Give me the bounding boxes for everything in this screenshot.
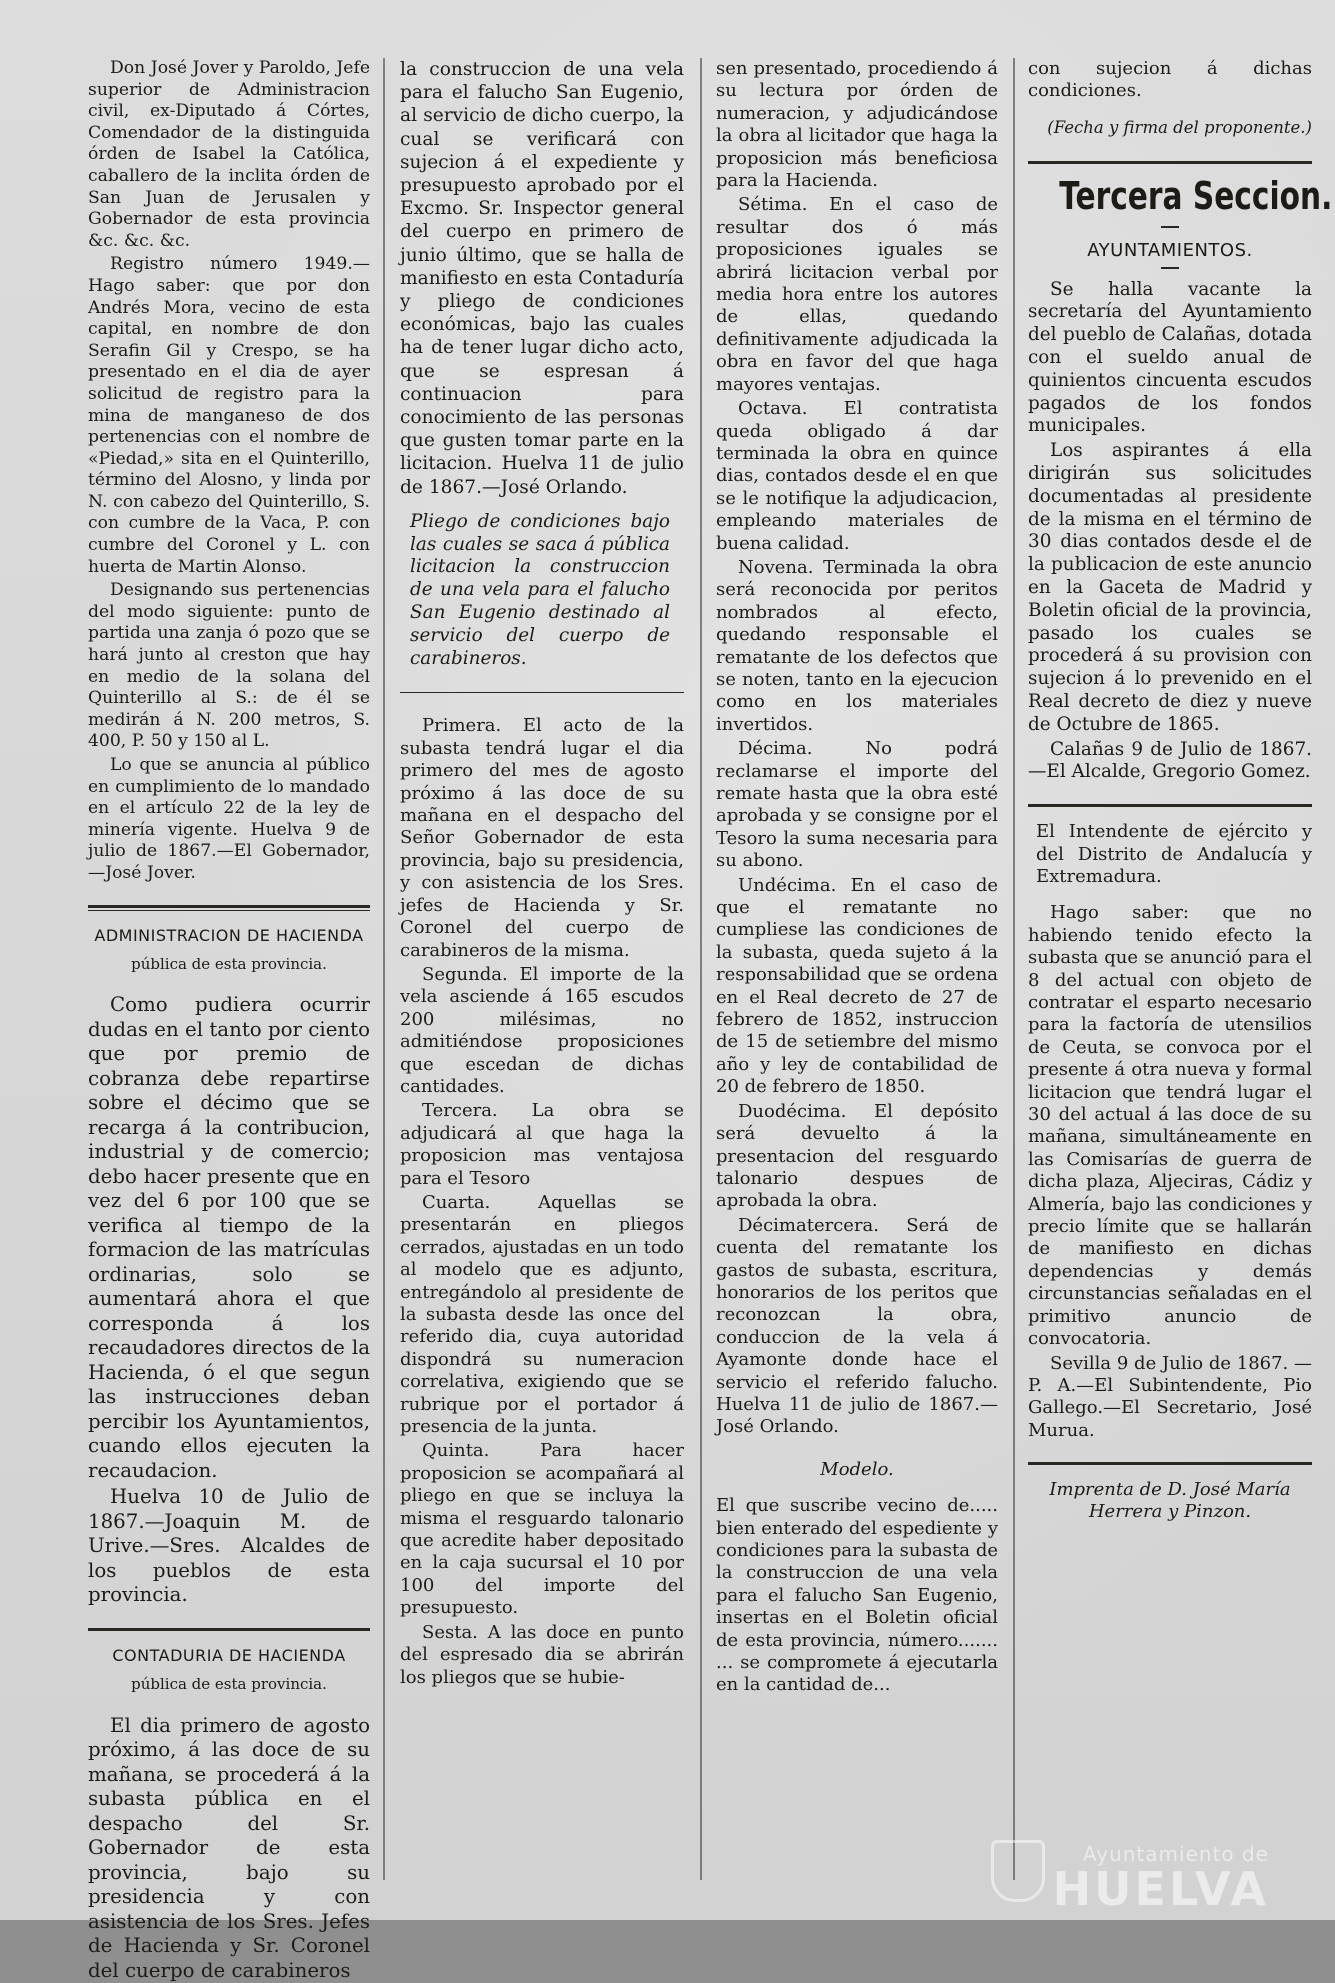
condition-quinta: Quinta. Para hacer proposicion se acompañará al pliego en que se incluya la misma el resguardo talonario que acredite haber depositado en la caja sucursal el 10 por 100 del importe del presupuesto. [400, 1440, 684, 1619]
hacienda-administration-subheading: pública de esta provincia. [131, 954, 327, 973]
column-3 [716, 58, 998, 1860]
applicants-paragraph: Los aspirantes á ella dirigirán sus solicitudes documentadas al presidente de la misma en el término de 30 dias contados desde el de la publicacion de este anuncio en la Gaceta de Madrid y Boletin oficial de la provincia, pasado los cuales se procederá á su provision con sujecion á lo prevenido en el Real decreto de diez y nueve de Octubre de 1865. [1028, 440, 1312, 735]
intendente-heading: El Intendente de ejército y del Distrito de Andalucía y Extremadura. [1036, 821, 1312, 887]
condition-undecima: Undécima. En el caso de que el rematante no cumpliese las condiciones de la subasta, queda sujeto á la responsabilidad que se ordena en el Real decreto de 27 de febrero de 1852, instruccion de 15 de setiembre del mismo año y ley de contabilidad de 20 de febrero de 1850. [716, 874, 998, 1098]
condition-cuarta: Cuarta. Aquellas se presentarán en pliegos cerrados, ajustadas en un todo al modelo que es adjunto, entregándolo al presidente de la subasta desde las once del referido dia, cuya autoridad dispondrá su numeracion correlativa, exigiendo que se rubrique por el portador á presencia de la junta. [400, 1191, 684, 1438]
ayuntamientos-heading: AYUNTAMIENTOS. [1087, 240, 1253, 262]
condition-novena: Novena. Terminada la obra será reconocida por peritos nombrados al efecto, quedando responsable el rematante de los defectos que se noten, tanto en la ejecucion como en los materiales invertidos. [716, 556, 998, 735]
calanas-signature-paragraph: Calañas 9 de Julio de 1867. —El Alcalde, Gregorio Gomez. [1028, 738, 1312, 783]
model-text: El que suscribe vecino de..... bien enterado del espediente y condiciones para la subasta de la construccion de una vela para el falucho San Eugenio, insertas en el Boletin oficial de esta provincia, número....... ... se compromete á ejecutarla en la cantidad de... [716, 1495, 998, 1696]
title-dash [1161, 226, 1179, 228]
condition-setima: Sétima. En el caso de resultar dos ó más proposiciones iguales se abrirá licitacion verbal por media hora entre los autores de ellas, quedando definitivamente adjudicada la obra en favor del que haga mayores ventajas. [716, 194, 998, 395]
condition-octava: Octava. El contratista queda obligado á dar terminada la obra en quince dias, contados desde el en que se le notifique la adjudicacion, empleando materiales de buena calidad. [716, 398, 998, 554]
condition-tercera: Tercera. La obra se adjudicará al que haga la proposicion mas ventajosa para el Tesoro [400, 1100, 684, 1189]
model-text-continued: con sujecion á dichas condiciones. [1028, 58, 1312, 102]
condition-decimatercera: Décimatercera. Será de cuenta del rematante los gastos de subasta, escritura, honorarios de los peritos que reconozcan la obra, conduccion de la vela á Ayamonte donde hace el servicio el referido falucho. Huelva 11 de julio de 1867.—José Orlando. [716, 1214, 998, 1438]
condition-sesta: Sesta. A las doce en punto del espresado dia se abrirán los pliegos que se hubie- [400, 1621, 684, 1688]
mine-announcement-paragraph: Lo que se anuncia al público en cumplimiento de lo mandado en el artículo 22 de la ley de minería vigente. Huelva 9 de julio de 1867.—El Gobernador, —José Jover. [88, 755, 370, 883]
condition-segunda: Segunda. El importe de la vela asciende á 165 escudos 200 milésimas, no admitiéndose proposiciones que escedan de dichas cantidades. [400, 963, 684, 1097]
column-rule-3 [1013, 58, 1015, 1880]
section-divider [1028, 804, 1312, 807]
third-section-title: Tercera Seccion. [1059, 174, 1333, 219]
hacienda-administration-heading: ADMINISTRACION DE HACIENDA [94, 925, 364, 945]
contaduria-subheading: pública de esta provincia. [131, 1675, 327, 1694]
watermark-main-text: HUELVA [1052, 1862, 1269, 1916]
mine-registry-paragraph: Registro número 1949.—Hago saber: que por don Andrés Mora, vecino de esta capital, en nombre de don Serafin Gil y Crespo, se ha presentado en el dia de ayer solicitud de registro para la mina de manganeso de dos pertenencias con el nombre de «Piedad,» sita en el Quinterillo, término del Alosno, y linda por N. con cabezo del Quinterillo, S. con cumbre de la Vaca, P. con cumbre del Coronel y L. con huerta de Martin Alonso. [88, 254, 370, 577]
heading-dash [1161, 267, 1179, 269]
section-divider [1028, 161, 1312, 164]
section-divider [88, 1628, 370, 1631]
conditions-title: Pliego de condiciones bajo las cuales se saca á pública licitacion la construccion de una vela para el falucho San Eugenio destinado al servicio del cuerpo de carabineros. [410, 510, 670, 669]
sevilla-signature-paragraph: Sevilla 9 de Julio de 1867. —P. A.—El Subintendente, Pio Gallego.—El Secretario, José Murua. [1028, 1352, 1312, 1441]
auction-announcement-paragraph: El dia primero de agosto próximo, á las doce de su mañana, se procederá á la subasta pública en el despacho del Sr. Gobernador de esta provincia, bajo su presidencia y con asistencia de los Sres. Jefes de Hacienda y Sr. Coronel del cuerpo de carabineros [88, 1713, 370, 1982]
condition-sesta-continued: sen presentado, procediendo á su lectura por órden de numeracion, y adjudicándose la obra al licitador que haga la proposicion más beneficiosa para la Hacienda. [716, 58, 998, 192]
column-1 [88, 58, 371, 1982]
column-rule-1 [383, 58, 385, 1880]
archive-watermark [1052, 1842, 1269, 1916]
condition-primera: Primera. El acto de la subasta tendrá lugar el dia primero del mes de agosto próximo á las doce de su mañana en el despacho del Señor Gobernador de esta provincia, bajo su presidencia, y con asistencia de los Sres. jefes de Hacienda y Sr. Coronel del cuerpo de carabineros de la misma. [400, 715, 684, 961]
governor-title-paragraph: Don José Jover y Paroldo, Jefe superior de Administracion civil, ex-Diputado á Córtes, Comendador de la distinguida órden de Isabel la Católica, caballero de la inclita órden de San Juan de Jerusalen y Gobernador de esta provincia &c. &c. &c. [88, 58, 370, 251]
column-2 [400, 58, 684, 1860]
model-heading: Modelo. [820, 1458, 894, 1480]
esparto-auction-paragraph: Hago saber: que no habiendo tenido efecto la subasta que se anunció para el 8 del actual con objeto de contratar el esparto necesario para la factoría de utensilios de Ceuta, se convoca por el presente á otra nueva y formal licitacion que tendrá lugar el 30 del actual á las doce de su mañana, simultáneamente en las Comisarías de guerra de dicha plaza, Aljeciras, Cádiz y Almería, bajo las condiciones y precio límite que se hallarán de manifiesto en dichas dependencias y demás circunstancias señaladas en el primitivo anuncio de convocatoria. [1028, 902, 1312, 1350]
section-divider [1028, 1462, 1312, 1465]
printer-imprint: Imprenta de D. José María Herrera y Pinzon. [1049, 1479, 1291, 1523]
contaduria-heading: CONTADURIA DE HACIENDA [112, 1645, 346, 1665]
watermark-top-text: Ayuntamiento de [1082, 1842, 1269, 1866]
section-divider [88, 905, 370, 911]
collection-signature-paragraph: Huelva 10 de Julio de 1867.—Joaquin M. de Urive.—Sres. Alcaldes de los pueblos de esta provincia. [88, 1485, 370, 1607]
huelva-crest-watermark-icon [991, 1840, 1045, 1902]
collection-premium-paragraph: Como pudiera ocurrir dudas en el tanto por ciento que por premio de cobranza debe repartirse sobre el décimo que se recarga á la contribucion, industrial y de comercio; debo hacer presente que en vez del 6 por 100 que se verifica al tiempo de la formacion de las matrículas ordinarias, solo se aumentará ahora el que corresponda á los recaudadores directos de la Hacienda, ó el que segun las instrucciones deban percibir los Ayuntamientos, cuando ellos ejecuten la recaudacion. [88, 993, 371, 1482]
sail-construction-paragraph: la construccion de una vela para el falucho San Eugenio, al servicio de dicho cuerpo, la cual se verificará con sujecion á el expediente y presupuesto aprobado por el Excmo. Sr. Inspector general del cuerpo en primero de junio último, que se halla de manifiesto en esta Contaduría y pliego de condiciones económicas, bajo las cuales ha de tener lugar dicho acto, que se espresan á continuacion para conocimiento de las personas que gusten tomar parte en la licitacion. Huelva 11 de julio de 1867.—José Orlando. [400, 59, 684, 498]
condition-decima: Décima. No podrá reclamarse el importe del remate hasta que la obra esté aprobada y se consigne por el Tesoro la suma necesaria para su abono. [716, 738, 998, 872]
mine-boundaries-paragraph: Designando sus pertenencias del modo siguiente: punto de partida una zanja ó pozo que se hará junto al creston que hay en medio de la solana del Quinterillo al S.: de él se medirán á N. 200 metros, S. 400, P. 50 y 150 al L. [88, 580, 370, 752]
proposer-signature-line: (Fecha y firma del proponente.) [1047, 117, 1312, 137]
column-rule-2 [700, 58, 702, 1880]
section-divider [400, 692, 684, 693]
condition-duodecima: Duodécima. El depósito será devuelto á la presentacion del resguardo talonario despues de aprobada la obra. [716, 1100, 998, 1212]
column-4 [1028, 58, 1333, 1860]
vacancy-paragraph: Se halla vacante la secretaría del Ayuntamiento del pueblo de Calañas, dotada con el sueldo anual de quinientos cincuenta escudos pagados de los fondos municipales. [1028, 278, 1312, 437]
